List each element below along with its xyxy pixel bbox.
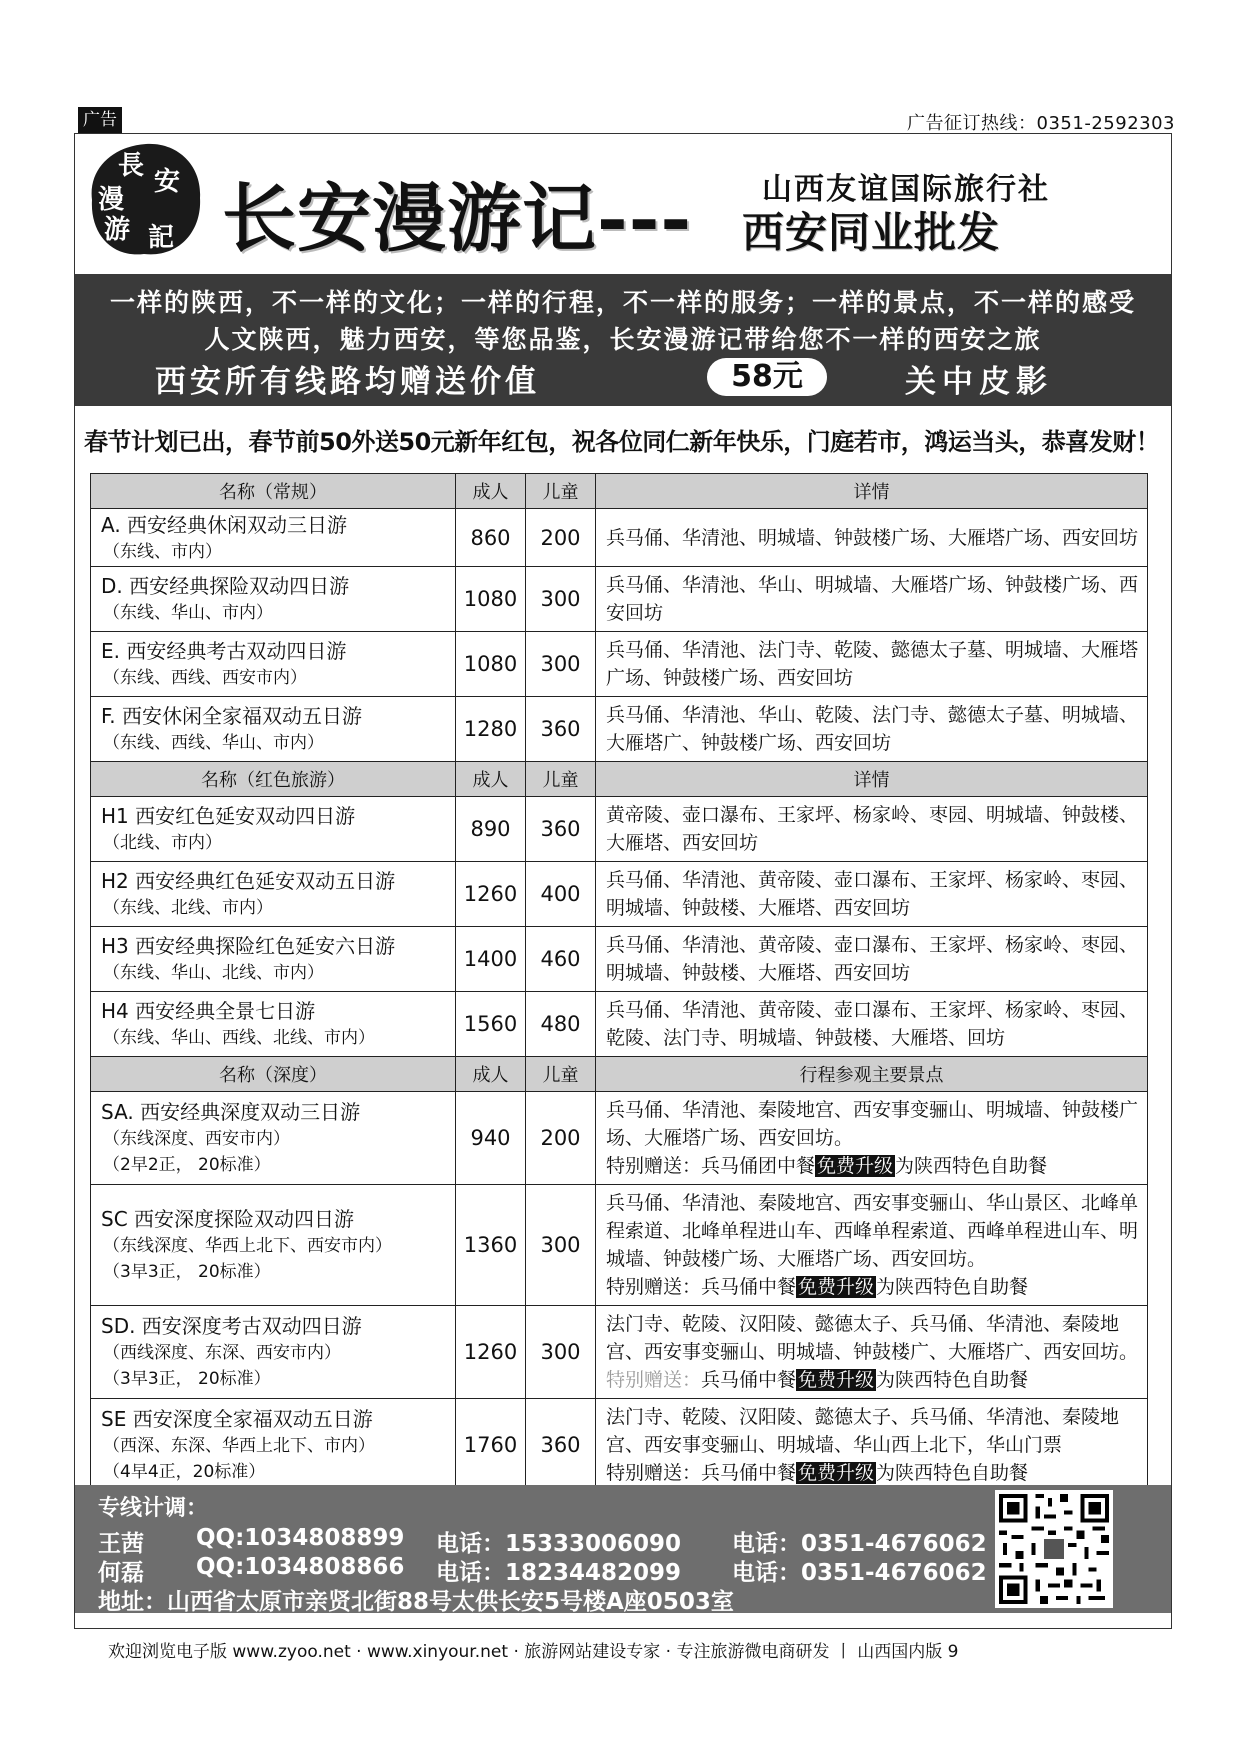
route-detail-cell xyxy=(596,1306,1148,1399)
route-spots: 兵马俑、华清池、黄帝陵、壶口瀑布、王家坪、杨家岭、枣园、乾陵、法门寺、明城墙、钟鼓楼、大雁塔、回坊 xyxy=(606,999,1139,1049)
route-spots: 黄帝陵、壶口瀑布、王家坪、杨家岭、枣园、明城墙、钟鼓楼、大雁塔、西安回坊 xyxy=(606,804,1139,854)
child-price: 360 xyxy=(526,1399,596,1492)
gift-item: 关中皮影 xyxy=(905,364,1053,400)
route-spots: 兵马俑、华清池、华山、乾陵、法门寺、懿德太子墓、明城墙、大雁塔广、钟鼓楼广场、西安回坊 xyxy=(606,704,1139,754)
gift-text: 特别赠送：兵马俑团中餐 xyxy=(606,1155,816,1177)
gift-note xyxy=(606,1366,1139,1394)
route-spots: 兵马俑、华清池、黄帝陵、壶口瀑布、王家坪、杨家岭、枣园、明城墙、钟鼓楼、大雁塔、西安回坊 xyxy=(606,869,1139,919)
table-row xyxy=(91,509,1148,567)
gift-line: 西安所有线路均赠送价值 xyxy=(155,364,540,400)
brand-title: 长安漫游记--- xyxy=(222,176,693,262)
contact-tel[interactable]: 电话：0351-4676062 xyxy=(732,1560,987,1586)
route-spots: 兵马俑、华清池、秦陵地宫、西安事变骊山、华山景区、北峰单程索道、北峰单程进山车、西峰单程索道、西峰单程进山车、明城墙、钟鼓楼广场、大雁塔广场、西安回坊。 xyxy=(606,1192,1139,1270)
child-price: 300 xyxy=(526,1185,596,1306)
route-detail-cell xyxy=(596,697,1148,762)
route-name-cell xyxy=(91,862,456,927)
route-detail-cell xyxy=(596,862,1148,927)
route-subtitle: （北线、市内） xyxy=(103,833,222,853)
qr-code-icon[interactable] xyxy=(995,1490,1113,1608)
seal-logo-icon xyxy=(86,140,206,260)
ad-hotline: 广告征订热线：0351-2592303 xyxy=(907,113,1175,134)
adult-price: 1560 xyxy=(456,992,526,1057)
column-header-name: 名称（红色旅游） xyxy=(91,762,456,797)
route-name-cell xyxy=(91,567,456,632)
slogan-banner xyxy=(75,274,1171,406)
table-row xyxy=(91,992,1148,1057)
spring-festival-notice: 春节计划已出，春节前50外送50元新年红包，祝各位同仁新年快乐，门庭若市，鸿运当头，恭喜发财！ xyxy=(84,428,1160,456)
column-header-adult: 成人 xyxy=(456,762,526,797)
adult-price: 860 xyxy=(456,509,526,567)
gift-text: 特别赠送：兵马俑中餐 xyxy=(606,1276,797,1298)
route-name-cell xyxy=(91,927,456,992)
gift-text: 为陕西特色自助餐 xyxy=(876,1369,1029,1391)
route-name-cell xyxy=(91,1185,456,1306)
route-subtitle: （东线深度、华西上北下、西安市内） xyxy=(103,1236,392,1256)
svg-text:游: 游 xyxy=(104,215,131,245)
route-subtitle: （东线、西线、西安市内） xyxy=(103,668,307,688)
page-footer: 欢迎浏览电子版 www.zyoo.net · www.xinyour.net · 旅游网站建设专家 · 专注旅游微电商研发 丨 山西国内版 9 xyxy=(108,1642,959,1662)
route-detail-cell xyxy=(596,927,1148,992)
table-row xyxy=(91,1399,1148,1492)
route-detail-cell xyxy=(596,1399,1148,1492)
column-header-name: 名称（深度） xyxy=(91,1057,456,1092)
route-detail-cell xyxy=(596,1185,1148,1306)
route-name: H2 西安经典红色延安双动五日游 xyxy=(101,869,396,893)
route-subtitle: （4早4正，20标准） xyxy=(103,1462,266,1482)
route-subtitle: （东线、北线、市内） xyxy=(103,898,273,918)
gift-text: 为陕西特色自助餐 xyxy=(895,1155,1048,1177)
child-price: 400 xyxy=(526,862,596,927)
adult-price: 1760 xyxy=(456,1399,526,1492)
gift-value-badge: 58元 xyxy=(707,358,827,396)
route-spots: 兵马俑、华清池、秦陵地宫、西安事变骊山、明城墙、钟鼓楼广场、大雁塔广场、西安回坊。 xyxy=(606,1099,1139,1149)
gift-highlight: 免费升级 xyxy=(817,1155,894,1177)
route-subtitle: （东线、市内） xyxy=(103,541,222,562)
route-subtitle: （东线深度、西安市内） xyxy=(103,1129,290,1149)
column-header-child: 儿童 xyxy=(526,474,596,509)
route-detail-cell xyxy=(596,632,1148,697)
child-price: 360 xyxy=(526,797,596,862)
child-price: 480 xyxy=(526,992,596,1057)
contact-name: 王茜 xyxy=(98,1531,144,1557)
route-spots: 法门寺、乾陵、汉阳陵、懿德太子、兵马俑、华清池、秦陵地宫、西安事变骊山、明城墙、钟鼓楼广、大雁塔广、西安回坊。 xyxy=(606,1313,1139,1363)
contact-qq[interactable]: QQ:1034808866 xyxy=(196,1554,405,1580)
route-name: E. 西安经典考古双动四日游 xyxy=(101,639,347,663)
route-name-cell xyxy=(91,1306,456,1399)
svg-text:安: 安 xyxy=(154,167,181,197)
route-name: SD. 西安深度考古双动四日游 xyxy=(101,1314,362,1338)
route-name: SC 西安深度探险双动四日游 xyxy=(101,1207,355,1231)
route-subtitle: （东线、华山、西线、北线、市内） xyxy=(103,1028,375,1048)
table-section-header xyxy=(91,1057,1148,1092)
adult-price: 1080 xyxy=(456,632,526,697)
gift-note xyxy=(606,1273,1139,1301)
column-header-detail: 详情 xyxy=(596,474,1148,509)
route-subtitle: （西深、东深、华西上北下、市内） xyxy=(103,1436,375,1456)
child-price: 200 xyxy=(526,509,596,567)
route-name: H1 西安红色延安双动四日游 xyxy=(101,804,356,828)
svg-text:漫: 漫 xyxy=(98,185,125,215)
adult-price: 1400 xyxy=(456,927,526,992)
route-subtitle: （3早3正， 20标准） xyxy=(103,1369,271,1389)
route-name: SE 西安深度全家福双动五日游 xyxy=(101,1407,373,1431)
adult-price: 1080 xyxy=(456,567,526,632)
route-name: F. 西安休闲全家福双动五日游 xyxy=(101,704,363,728)
adult-price: 1260 xyxy=(456,1306,526,1399)
route-detail-cell xyxy=(596,992,1148,1057)
route-name: H4 西安经典全景七日游 xyxy=(101,999,316,1023)
gift-text: 特别赠送：兵马俑中餐 xyxy=(606,1462,797,1484)
gift-label: 特别赠送： xyxy=(606,1369,702,1391)
route-name: H3 西安经典探险红色延安六日游 xyxy=(101,934,396,958)
contact-mobile[interactable]: 电话：15333006090 xyxy=(436,1531,682,1557)
table-row xyxy=(91,567,1148,632)
column-header-name: 名称（常规） xyxy=(91,474,456,509)
gift-text: 为陕西特色自助餐 xyxy=(876,1462,1029,1484)
adult-price: 1360 xyxy=(456,1185,526,1306)
route-spots: 兵马俑、华清池、明城墙、钟鼓楼广场、大雁塔广场、西安回坊 xyxy=(606,526,1139,549)
column-header-child: 儿童 xyxy=(526,762,596,797)
ad-tag: 广告 xyxy=(78,107,122,133)
table-row xyxy=(91,797,1148,862)
table-row xyxy=(91,927,1148,992)
column-header-detail: 详情 xyxy=(596,762,1148,797)
route-subtitle: （3早3正， 20标准） xyxy=(103,1262,271,1282)
route-name-cell xyxy=(91,632,456,697)
contact-qq[interactable]: QQ:1034808899 xyxy=(196,1525,405,1551)
contact-title: 专线计调： xyxy=(98,1496,209,1521)
slogan-line-2: 人文陕西，魅力西安，等您品鉴，长安漫游记带给您不一样的西安之旅 xyxy=(204,325,1042,354)
svg-text:記: 記 xyxy=(148,223,175,253)
gift-highlight: 免费升级 xyxy=(798,1369,875,1391)
column-header-adult: 成人 xyxy=(456,1057,526,1092)
contact-mobile[interactable]: 电话：18234482099 xyxy=(436,1560,682,1586)
child-price: 300 xyxy=(526,1306,596,1399)
route-name: A. 西安经典休闲双动三日游 xyxy=(101,512,348,537)
gift-note xyxy=(606,1459,1139,1487)
route-name-cell xyxy=(91,1399,456,1492)
route-name: SA. 西安经典深度双动三日游 xyxy=(101,1100,361,1124)
gift-highlight: 免费升级 xyxy=(798,1276,875,1298)
route-subtitle: （西线深度、东深、西安市内） xyxy=(103,1343,341,1363)
wholesale-subtitle: 西安同业批发 xyxy=(742,208,1001,257)
route-spots: 兵马俑、华清池、法门寺、乾陵、懿德太子墓、明城墙、大雁塔广场、钟鼓楼广场、西安回坊 xyxy=(606,639,1139,689)
table-row xyxy=(91,1306,1148,1399)
column-header-child: 儿童 xyxy=(526,1057,596,1092)
route-spots: 兵马俑、华清池、黄帝陵、壶口瀑布、王家坪、杨家岭、枣园、明城墙、钟鼓楼、大雁塔、西安回坊 xyxy=(606,934,1139,984)
child-price: 360 xyxy=(526,697,596,762)
route-spots: 法门寺、乾陵、汉阳陵、懿德太子、兵马俑、华清池、秦陵地宫、西安事变骊山、明城墙、华山西上北下，华山门票 xyxy=(606,1406,1120,1456)
column-header-adult: 成人 xyxy=(456,474,526,509)
route-name: D. 西安经典探险双动四日游 xyxy=(101,574,350,598)
route-subtitle: （东线、华山、北线、市内） xyxy=(103,963,324,983)
child-price: 300 xyxy=(526,632,596,697)
route-detail-cell xyxy=(596,1092,1148,1185)
route-detail-cell xyxy=(596,797,1148,862)
gift-note xyxy=(606,1152,1139,1180)
contact-name: 何磊 xyxy=(98,1560,144,1586)
table-row xyxy=(91,1185,1148,1306)
route-name-cell xyxy=(91,697,456,762)
adult-price: 1280 xyxy=(456,697,526,762)
table-row xyxy=(91,862,1148,927)
route-name-cell xyxy=(91,797,456,862)
table-section-header xyxy=(91,762,1148,797)
table-row xyxy=(91,1092,1148,1185)
route-name-cell xyxy=(91,509,456,567)
svg-text:長: 長 xyxy=(118,151,145,181)
column-header-detail: 行程参观主要景点 xyxy=(596,1057,1148,1092)
route-detail-cell xyxy=(596,567,1148,632)
route-price-table xyxy=(90,473,1148,1492)
agency-name: 山西友谊国际旅行社 xyxy=(762,172,1050,207)
adult-price: 890 xyxy=(456,797,526,862)
route-name-cell xyxy=(91,1092,456,1185)
adult-price: 1260 xyxy=(456,862,526,927)
table-row xyxy=(91,697,1148,762)
route-subtitle: （东线、西线、华山、市内） xyxy=(103,733,324,753)
route-detail-cell xyxy=(596,509,1148,567)
gift-highlight: 免费升级 xyxy=(798,1462,875,1484)
gift-text: 为陕西特色自助餐 xyxy=(876,1276,1029,1298)
table-section-header xyxy=(91,474,1148,509)
child-price: 200 xyxy=(526,1092,596,1185)
route-subtitle: （东线、华山、市内） xyxy=(103,603,273,623)
table-row xyxy=(91,632,1148,697)
child-price: 300 xyxy=(526,567,596,632)
child-price: 460 xyxy=(526,927,596,992)
gift-text: 兵马俑中餐 xyxy=(701,1369,797,1391)
adult-price: 940 xyxy=(456,1092,526,1185)
contact-address: 地址：山西省太原市亲贤北街88号太供长安5号楼A座0503室 xyxy=(98,1589,734,1615)
contact-tel[interactable]: 电话：0351-4676062 xyxy=(732,1531,987,1557)
route-spots: 兵马俑、华清池、华山、明城墙、大雁塔广场、钟鼓楼广场、西安回坊 xyxy=(606,574,1139,624)
route-name-cell xyxy=(91,992,456,1057)
route-subtitle: （2早2正， 20标准） xyxy=(103,1155,271,1175)
slogan-line-1: 一样的陕西，不一样的文化；一样的行程，不一样的服务；一样的景点，不一样的感受 xyxy=(109,288,1136,317)
